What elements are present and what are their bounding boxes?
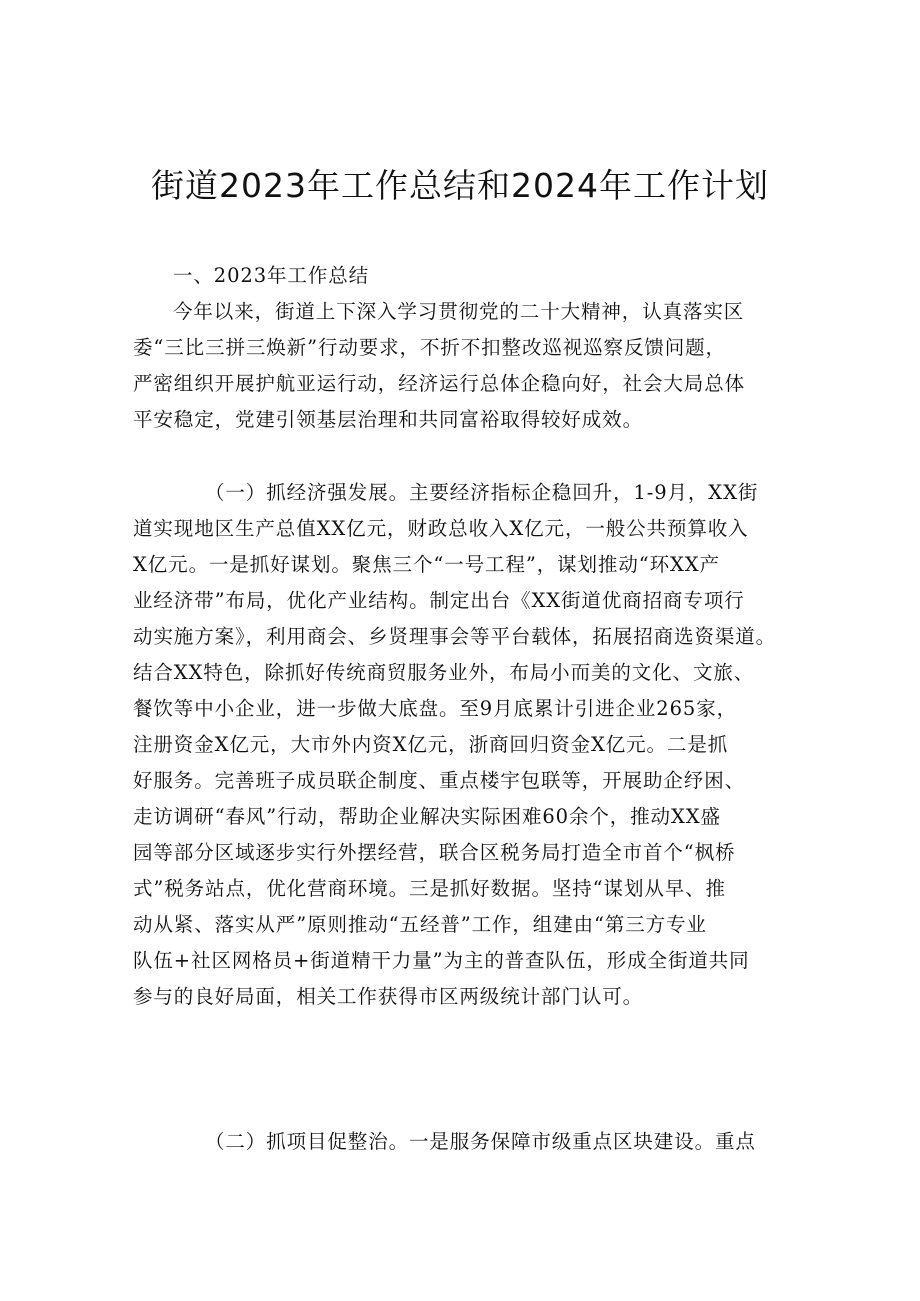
paragraph-line: 道实现地区生产总值XX亿元，财政总收入X亿元，一般公共预算收入	[133, 517, 749, 540]
projects-paragraph	[133, 1124, 793, 1160]
paragraph-line: 动从紧、落实从严”原则推动“五经普”工作，组建由“第三方专业	[133, 913, 707, 936]
paragraph-line: 园等部分区域逐步实行外摆经营，联合区税务局打造全市首个“枫桥	[133, 841, 736, 864]
paragraph-line: 委“三比三拼三焕新”行动要求，不折不扣整改巡视巡察反馈问题，	[133, 336, 726, 359]
paragraph-line: 队伍+社区网格员+街道精干力量”为主的普查队伍，形成全街道共同	[133, 949, 750, 972]
paragraph-line: （一）抓经济强发展。主要经济指标企稳回升，1-9月，XX街	[205, 481, 759, 504]
paragraph-line: 动实施方案》，利用商会、乡贤理事会等平台载体，拓展招商选资渠道。	[133, 625, 777, 648]
paragraph-line: 严密组织开展护航亚运行动，经济运行总体企稳向好，社会大局总体	[133, 372, 746, 395]
paragraph-line: 注册资金X亿元，大市外内资X亿元，浙商回归资金X亿元。二是抓	[133, 733, 729, 756]
paragraph-line: 餐饮等中小企业，进一步做大底盘。至9月底累计引进企业265家，	[133, 697, 738, 720]
intro-paragraph	[133, 294, 793, 438]
paragraph-line: 参与的良好局面，相关工作获得市区两级统计部门认可。	[133, 985, 644, 1008]
paragraph-line: 式”税务站点，优化营商环境。三是抓好数据。坚持“谋划从早、推	[133, 877, 726, 900]
paragraph-line: 今年以来，街道上下深入学习贯彻党的二十大精神，认真落实区	[173, 300, 745, 323]
paragraph-line: 平安稳定，党建引领基层治理和共同富裕取得较好成效。	[133, 408, 644, 431]
paragraph-line: 好服务。完善班子成员联企制度、重点楼宇包联等，开展助企纾困、	[133, 769, 746, 792]
paragraph-line: 业经济带”布局，优化产业结构。制定出台《XX街道优商招商专项行	[133, 589, 745, 612]
section-heading: 一、2023年工作总结	[173, 264, 370, 287]
document-title: 街道2023年工作总结和2024年工作计划	[151, 166, 769, 205]
paragraph-line: （二）抓项目促整治。一是服务保障市级重点区块建设。重点	[205, 1130, 756, 1153]
paragraph-line: X亿元。一是抓好谋划。聚焦三个“一号工程”，谋划推动“环XX产	[133, 553, 720, 576]
paragraph-line: 结合XX特色，除抓好传统商贸服务业外，布局小而美的文化、文旅、	[133, 661, 755, 684]
economy-paragraph	[133, 475, 793, 1015]
paragraph-line: 走访调研“春风”行动，帮助企业解决实际困难60余个，推动XX盛	[133, 805, 721, 828]
